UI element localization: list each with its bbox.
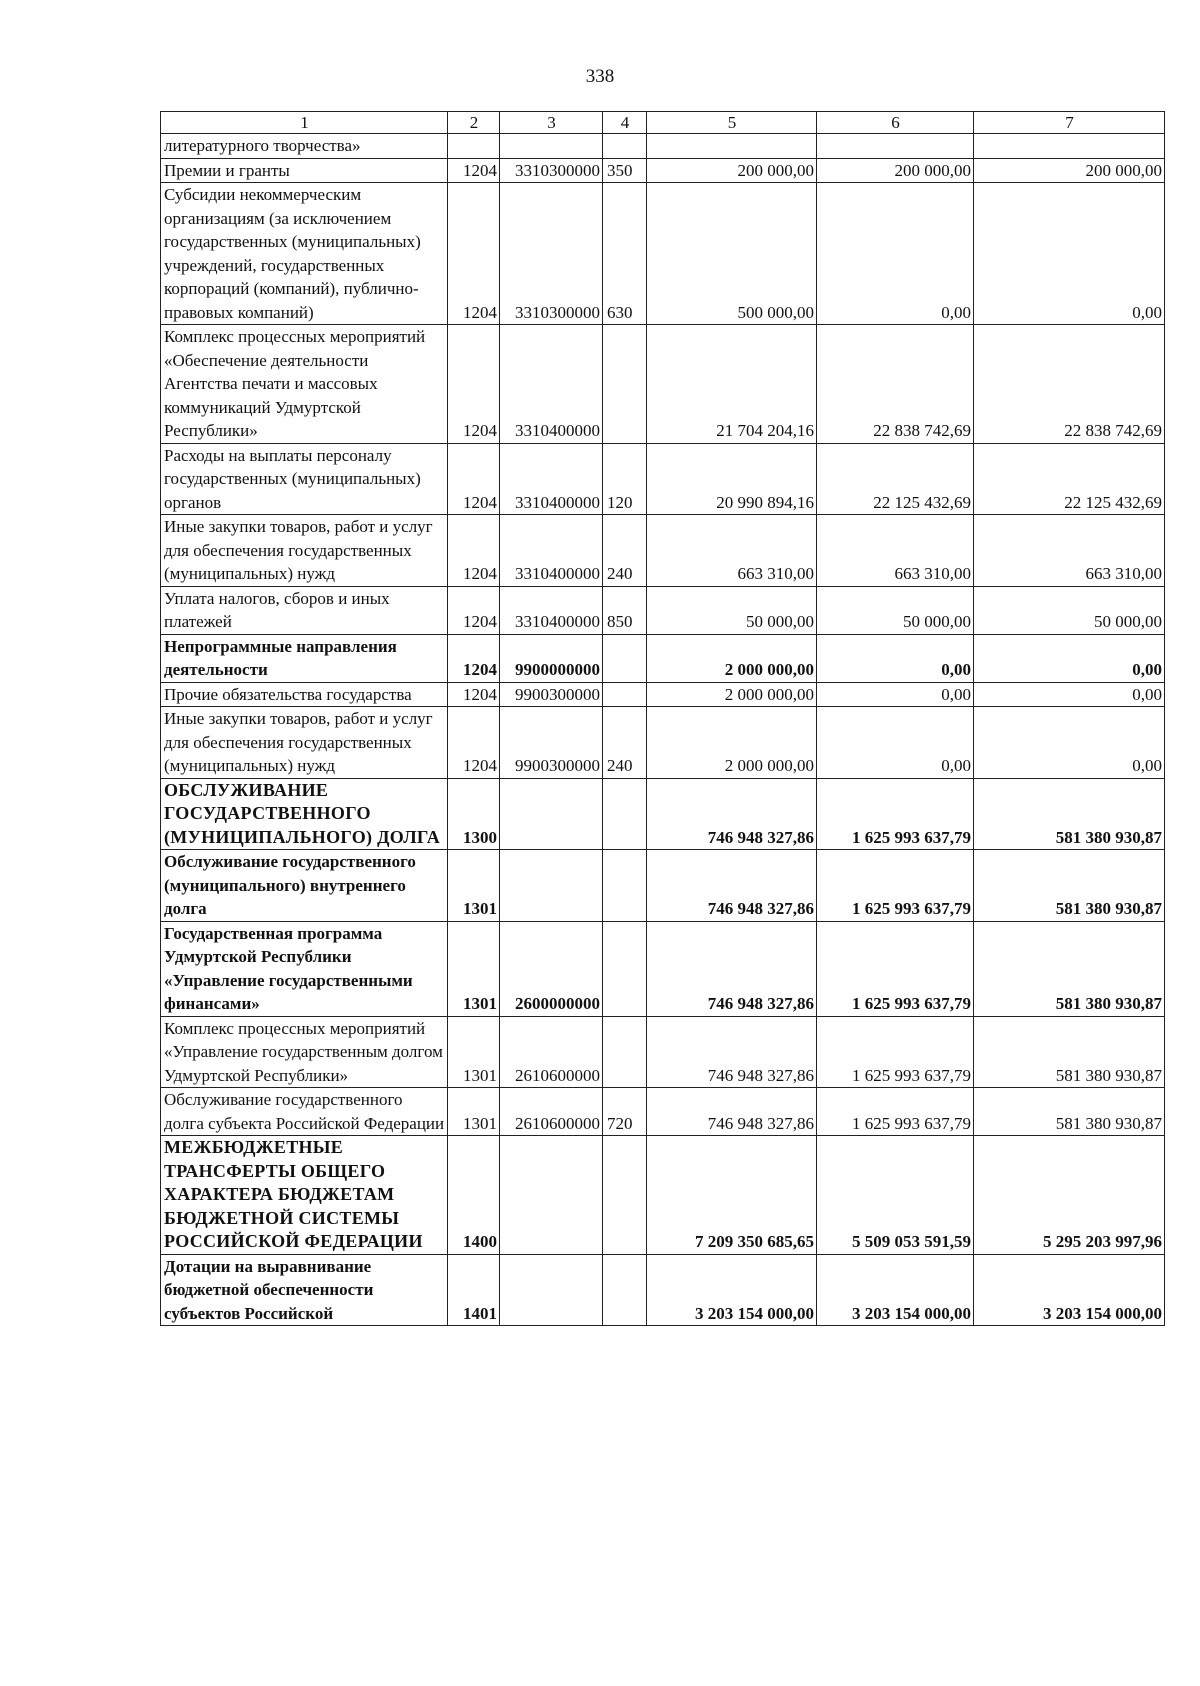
row-name: МЕЖБЮДЖЕТНЫЕ ТРАНСФЕРТЫ ОБЩЕГО ХАРАКТЕРА БЮДЖЕТАМ БЮДЖЕТНОЙ СИСТЕМЫ РОССИЙСКОЙ ФЕДЕРАЦИИ [161,1136,448,1255]
row-amount-col7: 22 838 742,69 [974,325,1165,444]
row-section-code: 1204 [448,634,500,682]
row-name: Премии и гранты [161,158,448,183]
row-target-code: 3310400000 [500,586,603,634]
row-target-code: 9900000000 [500,634,603,682]
row-target-code: 2600000000 [500,921,603,1016]
table-row [161,586,1165,634]
row-target-code [500,778,603,850]
row-amount-col5: 2 000 000,00 [647,634,817,682]
row-amount-col6: 0,00 [817,183,974,325]
row-amount-col5: 2 000 000,00 [647,682,817,707]
row-amount-col5: 50 000,00 [647,586,817,634]
row-amount-col5: 2 000 000,00 [647,707,817,779]
row-expense-type [603,1136,647,1255]
row-section-code: 1301 [448,921,500,1016]
row-amount-col5: 746 948 327,86 [647,850,817,922]
row-amount-col5: 746 948 327,86 [647,778,817,850]
row-expense-type [603,134,647,159]
header-cell: 6 [817,112,974,134]
row-amount-col7: 581 380 930,87 [974,921,1165,1016]
row-amount-col7: 200 000,00 [974,158,1165,183]
row-amount-col6: 50 000,00 [817,586,974,634]
row-expense-type: 720 [603,1088,647,1136]
header-cell: 2 [448,112,500,134]
row-section-code: 1204 [448,682,500,707]
table-row [161,134,1165,159]
row-amount-col6: 0,00 [817,634,974,682]
row-amount-col7: 22 125 432,69 [974,443,1165,515]
row-section-code: 1204 [448,325,500,444]
table-row [161,778,1165,850]
row-amount-col6 [817,134,974,159]
row-name: литературного творчества» [161,134,448,159]
row-expense-type [603,778,647,850]
row-amount-col5: 7 209 350 685,65 [647,1136,817,1255]
header-cell: 4 [603,112,647,134]
table-row [161,183,1165,325]
row-amount-col6: 1 625 993 637,79 [817,921,974,1016]
table-row [161,682,1165,707]
row-amount-col7: 50 000,00 [974,586,1165,634]
row-name: Комплекс процессных мероприятий «Управление государственным долгом Удмуртской Республики» [161,1016,448,1088]
row-amount-col6: 5 509 053 591,59 [817,1136,974,1255]
header-row [161,112,1165,134]
row-amount-col6: 22 125 432,69 [817,443,974,515]
row-amount-col7: 0,00 [974,183,1165,325]
row-expense-type: 120 [603,443,647,515]
row-amount-col6: 0,00 [817,707,974,779]
row-name: Иные закупки товаров, работ и услуг для обеспечения государственных (муниципальных) нужд [161,515,448,587]
row-amount-col7: 3 203 154 000,00 [974,1254,1165,1326]
row-target-code: 9900300000 [500,682,603,707]
row-section-code: 1400 [448,1136,500,1255]
row-amount-col7: 581 380 930,87 [974,1016,1165,1088]
table-row [161,515,1165,587]
row-target-code: 3310300000 [500,158,603,183]
row-amount-col5: 21 704 204,16 [647,325,817,444]
row-expense-type [603,921,647,1016]
row-name: Расходы на выплаты персоналу государственных (муниципальных) органов [161,443,448,515]
row-amount-col5: 200 000,00 [647,158,817,183]
row-target-code: 3310400000 [500,515,603,587]
row-target-code: 3310400000 [500,325,603,444]
row-amount-col7: 581 380 930,87 [974,850,1165,922]
row-amount-col6: 1 625 993 637,79 [817,1088,974,1136]
row-section-code: 1301 [448,1088,500,1136]
row-name: Обслуживание государственного долга субъекта Российской Федерации [161,1088,448,1136]
budget-table [160,111,1165,1326]
row-expense-type [603,1254,647,1326]
table-row [161,1016,1165,1088]
row-expense-type: 850 [603,586,647,634]
row-section-code: 1301 [448,1016,500,1088]
table-row [161,1136,1165,1255]
row-amount-col6: 1 625 993 637,79 [817,850,974,922]
row-amount-col7: 663 310,00 [974,515,1165,587]
row-name: Субсидии некоммерческим организациям (за исключением государственных (муниципальных) учреждений, государственных корпораций (компаний), публично-правовых компаний) [161,183,448,325]
row-name: Дотации на выравнивание бюджетной обеспеченности субъектов Российской [161,1254,448,1326]
row-amount-col6: 200 000,00 [817,158,974,183]
table-row [161,158,1165,183]
row-expense-type: 240 [603,515,647,587]
row-target-code: 3310400000 [500,443,603,515]
table-row [161,921,1165,1016]
row-section-code: 1301 [448,850,500,922]
row-target-code: 2610600000 [500,1088,603,1136]
row-target-code [500,134,603,159]
row-target-code: 3310300000 [500,183,603,325]
row-amount-col5: 663 310,00 [647,515,817,587]
header-cell: 7 [974,112,1165,134]
row-target-code [500,1136,603,1255]
row-section-code: 1401 [448,1254,500,1326]
row-amount-col7 [974,134,1165,159]
row-amount-col5: 3 203 154 000,00 [647,1254,817,1326]
row-amount-col7: 581 380 930,87 [974,778,1165,850]
row-amount-col6: 1 625 993 637,79 [817,778,974,850]
header-cell: 5 [647,112,817,134]
row-target-code [500,1254,603,1326]
row-name: Иные закупки товаров, работ и услуг для обеспечения государственных (муниципальных) нужд [161,707,448,779]
row-expense-type [603,682,647,707]
row-expense-type: 350 [603,158,647,183]
row-name: Непрограммные направления деятельности [161,634,448,682]
row-amount-col6: 1 625 993 637,79 [817,1016,974,1088]
row-section-code [448,134,500,159]
row-name: Уплата налогов, сборов и иных платежей [161,586,448,634]
row-section-code: 1204 [448,586,500,634]
row-name: Государственная программа Удмуртской Республики «Управление государственными финансами» [161,921,448,1016]
row-expense-type: 240 [603,707,647,779]
table-row [161,850,1165,922]
row-amount-col5: 746 948 327,86 [647,921,817,1016]
row-amount-col7: 581 380 930,87 [974,1088,1165,1136]
table-row [161,1088,1165,1136]
row-amount-col6: 3 203 154 000,00 [817,1254,974,1326]
header-cell: 3 [500,112,603,134]
row-amount-col5: 20 990 894,16 [647,443,817,515]
row-target-code [500,850,603,922]
row-expense-type [603,325,647,444]
row-section-code: 1300 [448,778,500,850]
row-amount-col6: 0,00 [817,682,974,707]
header-cell: 1 [161,112,448,134]
table-row [161,443,1165,515]
row-name: Комплекс процессных мероприятий «Обеспечение деятельности Агентства печати и массовых коммуникаций Удмуртской Республики» [161,325,448,444]
table-row [161,1254,1165,1326]
row-section-code: 1204 [448,443,500,515]
row-target-code: 9900300000 [500,707,603,779]
table-row [161,707,1165,779]
row-amount-col7: 0,00 [974,707,1165,779]
row-expense-type: 630 [603,183,647,325]
table-row [161,325,1165,444]
row-section-code: 1204 [448,707,500,779]
table-row [161,634,1165,682]
row-expense-type [603,634,647,682]
row-amount-col6: 663 310,00 [817,515,974,587]
row-section-code: 1204 [448,515,500,587]
row-amount-col7: 5 295 203 997,96 [974,1136,1165,1255]
page-number: 338 [585,66,615,87]
row-expense-type [603,850,647,922]
row-name: Обслуживание государственного (муниципального) внутреннего долга [161,850,448,922]
row-amount-col6: 22 838 742,69 [817,325,974,444]
row-amount-col5 [647,134,817,159]
row-expense-type [603,1016,647,1088]
row-name: ОБСЛУЖИВАНИЕ ГОСУДАРСТВЕННОГО (МУНИЦИПАЛЬНОГО) ДОЛГА [161,778,448,850]
row-section-code: 1204 [448,183,500,325]
row-amount-col5: 746 948 327,86 [647,1016,817,1088]
row-amount-col5: 746 948 327,86 [647,1088,817,1136]
row-target-code: 2610600000 [500,1016,603,1088]
row-amount-col7: 0,00 [974,682,1165,707]
row-amount-col7: 0,00 [974,634,1165,682]
row-amount-col5: 500 000,00 [647,183,817,325]
row-name: Прочие обязательства государства [161,682,448,707]
row-section-code: 1204 [448,158,500,183]
